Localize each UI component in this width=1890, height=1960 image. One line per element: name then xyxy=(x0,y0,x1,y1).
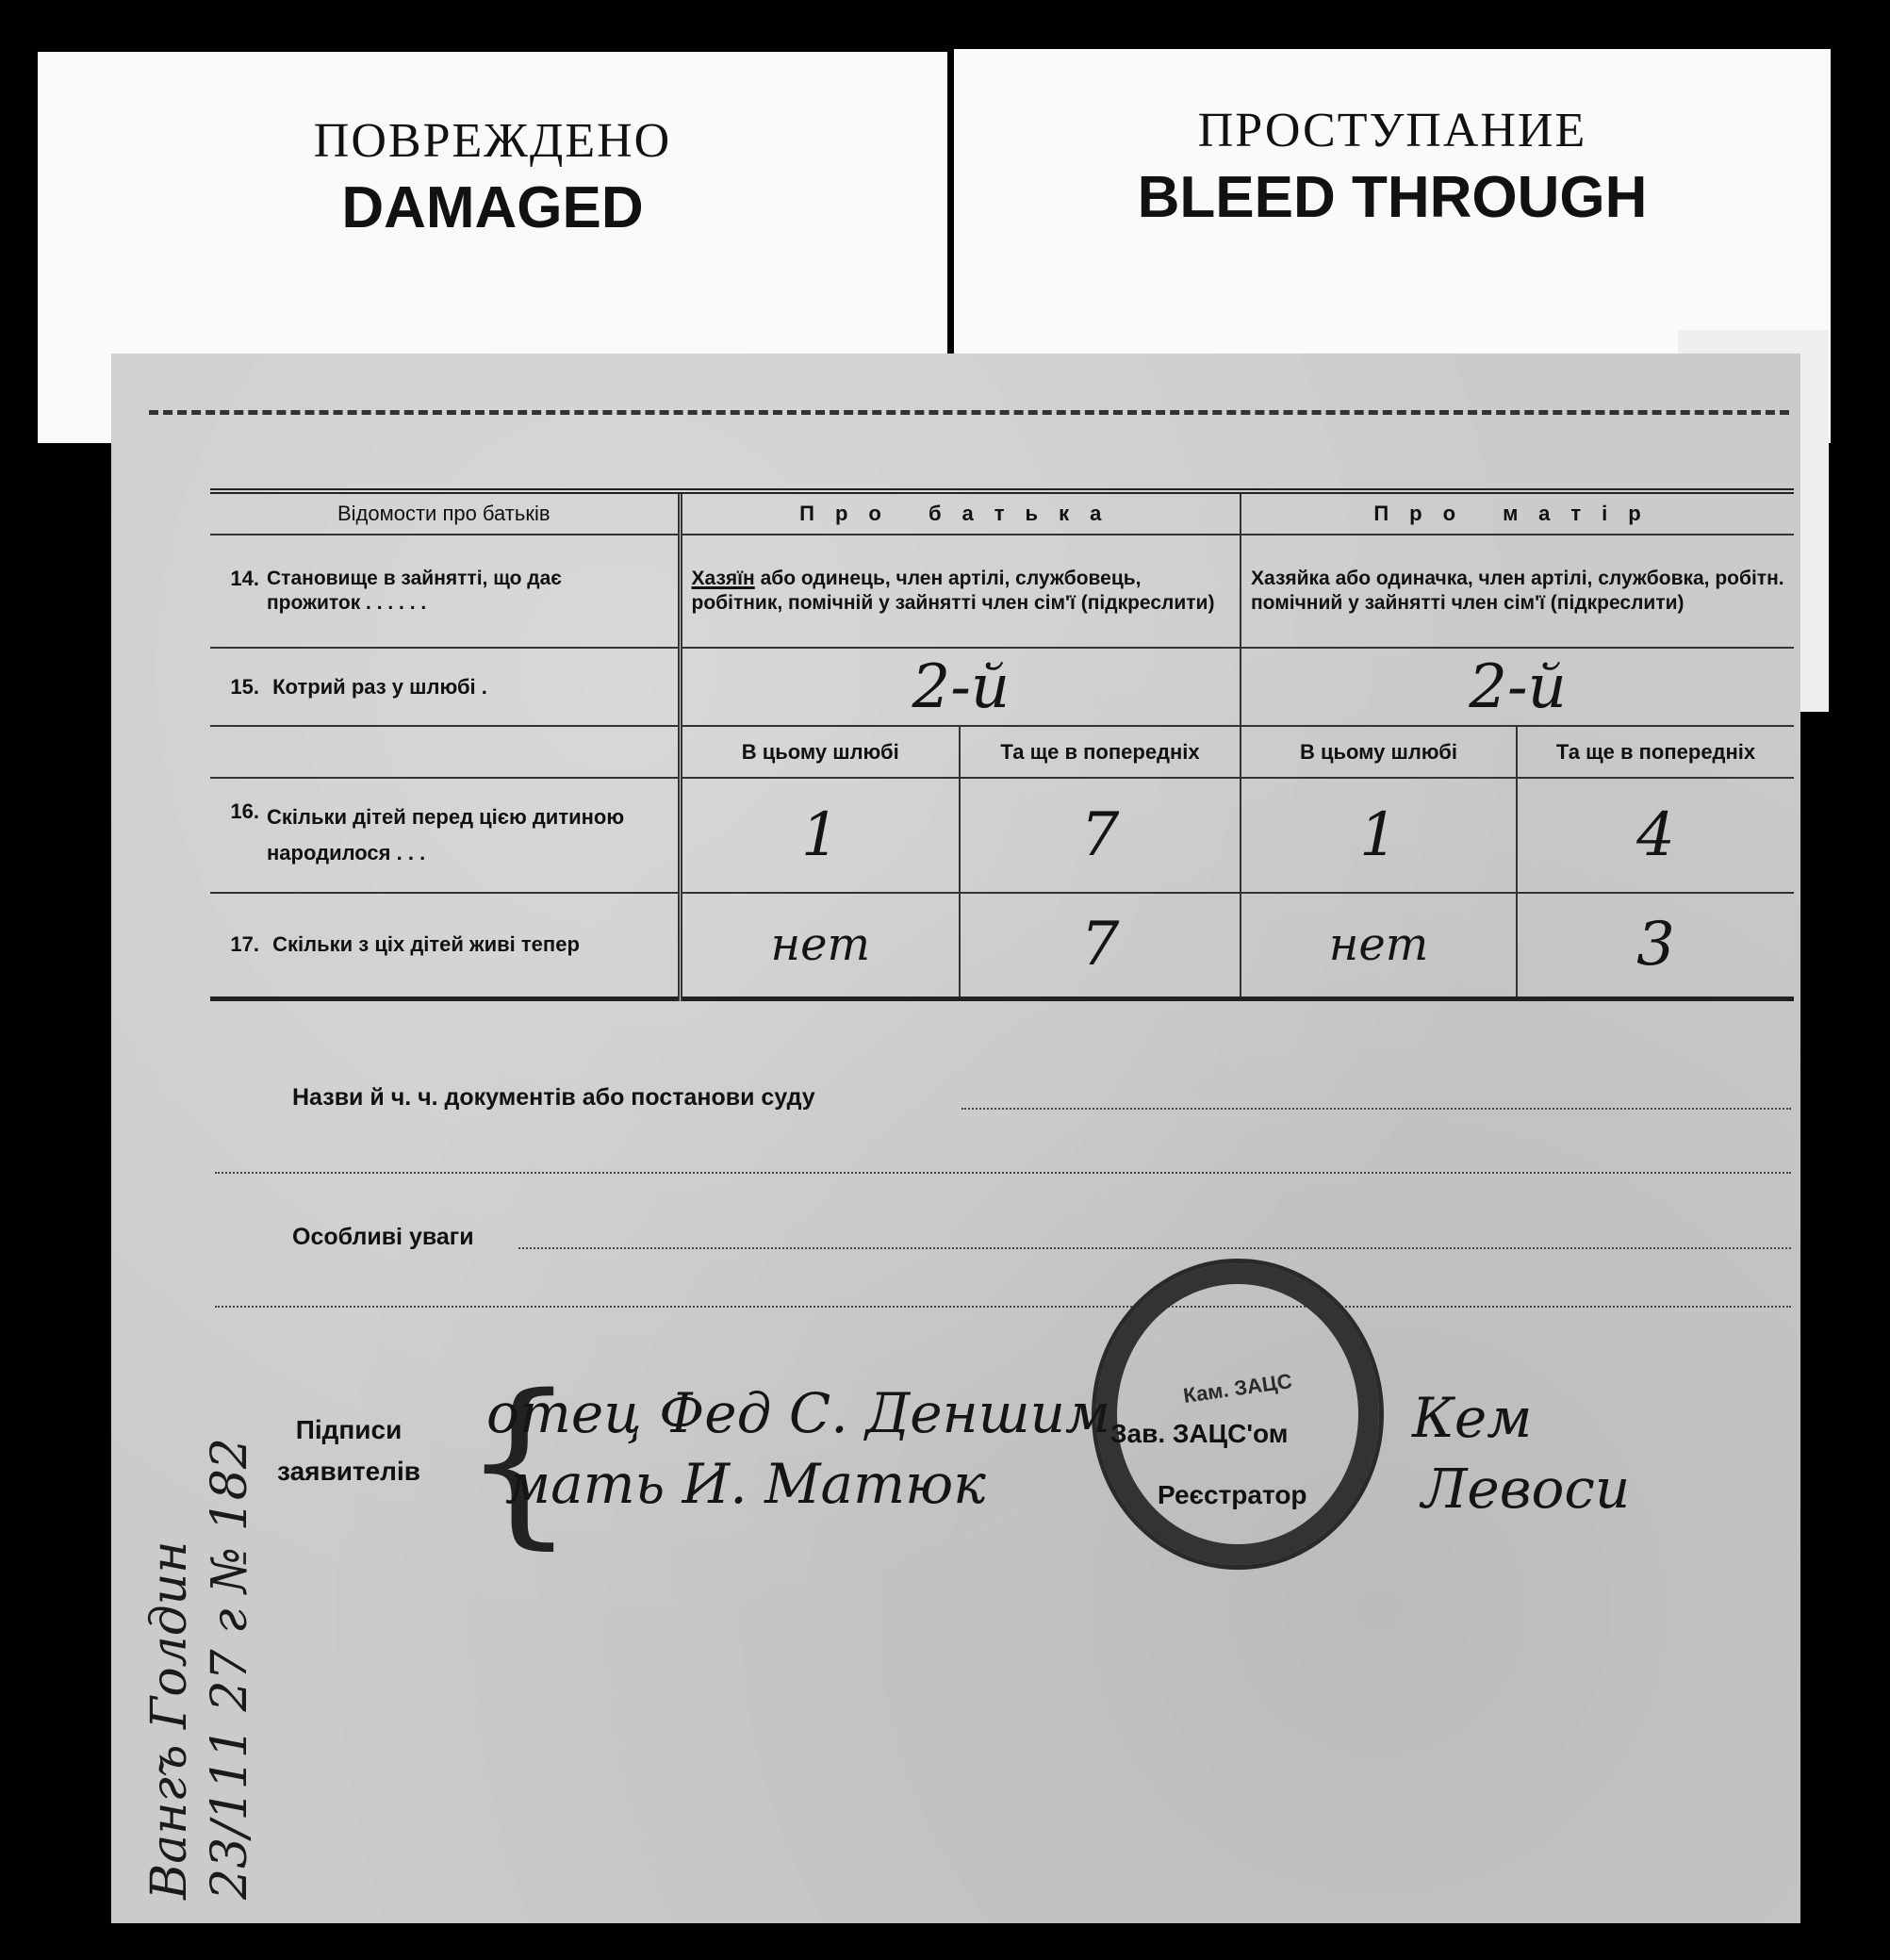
row17-mother-this: нет xyxy=(1241,893,1517,998)
head-label: Зав. ЗАЦС'ом xyxy=(1110,1419,1289,1448)
bleed-label-en: BLEED THROUGH xyxy=(1137,165,1648,230)
registrar-signature: Левоси xyxy=(1422,1457,1631,1521)
row16-number: 16. xyxy=(230,799,259,823)
row15-label: Котрий раз у шлюбі . xyxy=(272,674,487,699)
row15-mother-value: 2-й xyxy=(1241,648,1794,726)
seal-text: Кам. ЗАЦС xyxy=(1181,1369,1294,1408)
remarks-line-2 xyxy=(215,1306,1791,1308)
signature-mother: мать И. Матюк xyxy=(505,1452,986,1516)
row14-father-cell xyxy=(680,535,1241,648)
subheader-father-prev: Та ще в попередніх xyxy=(960,726,1241,778)
documents-label: Назви й ч. ч. документів або постанови суду xyxy=(292,1084,815,1111)
row17-number: 17. xyxy=(230,932,259,957)
margin-note xyxy=(140,1438,260,1900)
header-mother: Про матір xyxy=(1241,491,1794,535)
row16-father-this: 1 xyxy=(680,778,960,893)
head-signature: Кем xyxy=(1412,1386,1533,1450)
signatures-label xyxy=(273,1409,424,1492)
row15-number: 15. xyxy=(230,674,259,699)
row15-father-value: 2-й xyxy=(680,648,1241,726)
damaged-label-en: DAMAGED xyxy=(341,175,644,240)
row16-mother-this: 1 xyxy=(1241,778,1517,893)
registrar-label: Реєстратор xyxy=(1158,1480,1307,1509)
row16-father-prev: 7 xyxy=(960,778,1241,893)
subheader-father-this: В цьому шлюбі xyxy=(680,726,960,778)
margin-note-line1: Вангъ Голдин xyxy=(141,1540,198,1900)
row16-mother-prev: 4 xyxy=(1517,778,1794,893)
documents-line-2 xyxy=(215,1172,1791,1174)
row14-father-underlined: Хазяїн xyxy=(691,568,755,589)
bleed-label-ru: ПРОСТУПАНИЕ xyxy=(1197,104,1587,157)
header-parents-info: Відомости про батьків xyxy=(337,502,551,525)
row15-label-cell xyxy=(210,648,680,726)
row17-label: Скільки з ціх дітей живі тепер xyxy=(272,932,580,957)
row16-label-cell xyxy=(210,778,680,893)
damaged-label-ru: ПОВРЕЖДЕНО xyxy=(313,114,672,168)
signatures-label-line2: заявителів xyxy=(277,1457,420,1486)
remarks-label: Особливі уваги xyxy=(292,1224,474,1250)
official-seal xyxy=(1092,1259,1384,1570)
cut-line xyxy=(149,410,1789,415)
parents-info-table xyxy=(210,488,1794,1001)
signatures-label-line1: Підписи xyxy=(295,1415,403,1444)
remarks-line xyxy=(518,1247,1791,1249)
row17-mother-prev: 3 xyxy=(1517,893,1794,998)
subheader-empty xyxy=(210,726,680,778)
row14-father-text: або одинець, член артілі, службовець, робітник, помічній у зайнятті член сім'ї (підкреслити) xyxy=(691,568,1215,614)
row16-label: Скільки дітей перед цією дитиною народилося . . . xyxy=(267,805,625,865)
margin-note-line2: 23/111 27 г № 182 xyxy=(202,1438,258,1900)
row17-father-this: нет xyxy=(680,893,960,998)
signature-father: отец Фед С. Деншим xyxy=(486,1381,1111,1445)
row14-label-cell xyxy=(210,535,680,648)
row14-number: 14. xyxy=(230,567,259,590)
subheader-mother-prev: Та ще в попередніх xyxy=(1517,726,1794,778)
row14-mother-text: Хазяйка або одиначка, член артілі, службовка, робітн. помічний у зайнятті член сім'ї (підкреслити) xyxy=(1241,535,1794,648)
signatures-brace: { xyxy=(462,1357,576,1565)
documents-line xyxy=(961,1108,1791,1110)
civil-record-form xyxy=(111,354,1800,1923)
row14-label: Становище в зайнятті, що дає прожиток . . . . . . xyxy=(267,568,562,614)
subheader-mother-this: В цьому шлюбі xyxy=(1241,726,1517,778)
row17-father-prev: 7 xyxy=(960,893,1241,998)
header-father: Про батька xyxy=(680,491,1241,535)
row17-label-cell xyxy=(210,893,680,998)
